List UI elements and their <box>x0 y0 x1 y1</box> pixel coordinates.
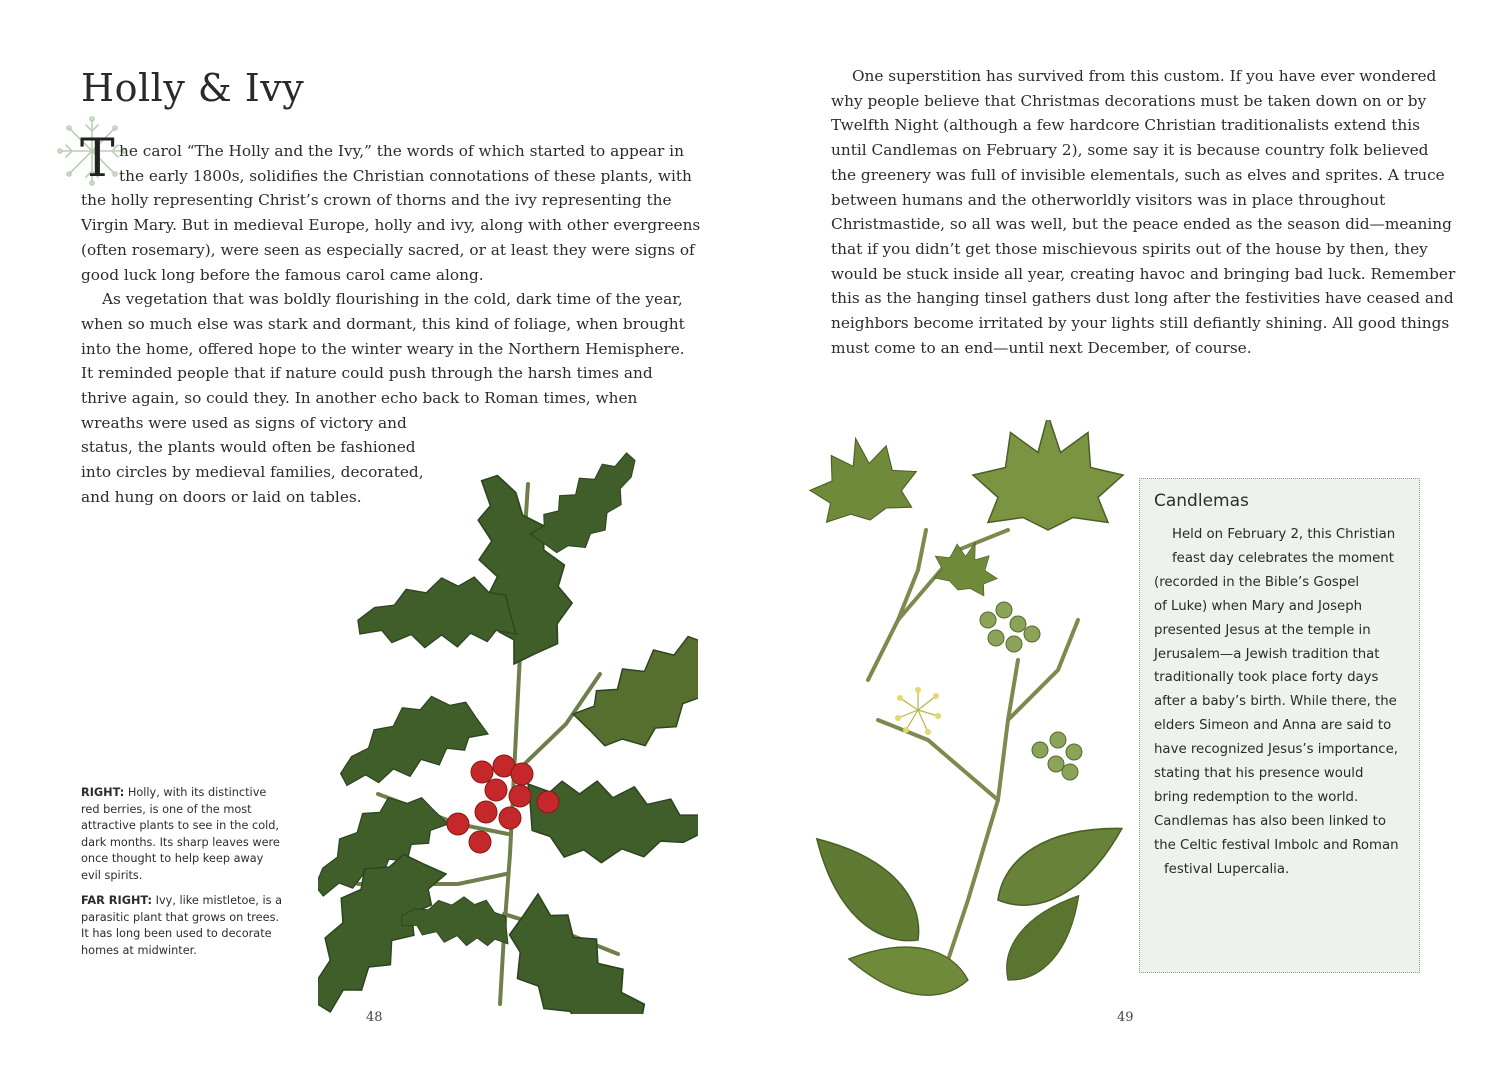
sidebar-line: festival Lupercalia. <box>1164 861 1290 877</box>
page-number-left: 48 <box>366 1010 383 1025</box>
text-line: why people believe that Christmas decorations must be taken down on or by <box>831 91 1427 110</box>
sidebar-text <box>1154 523 1399 882</box>
caption-text: dark months. Its sharp leaves were <box>81 835 280 849</box>
caption-text: attractive plants to see in the cold, <box>81 819 280 832</box>
text-line: that if you didn’t get those mischievous spirits out of the house by then, they <box>831 239 1428 258</box>
text-line: and hung on doors or laid on tables. <box>81 487 362 506</box>
text-line: between humans and the otherworldly visitors was in place throughout <box>831 190 1386 209</box>
text-line: neighbors become irritated by your lights still defiantly shining. All good things <box>831 314 1450 333</box>
text-line: Christmastide, so all was well, but the peace ended as the season did—meaning <box>831 215 1452 234</box>
holly-illustration <box>318 414 698 1014</box>
text-line: the early 1800s, solidifies the Christian connotations of these plants, with <box>119 166 692 185</box>
text-line: status, the plants would often be fashioned <box>81 438 416 457</box>
caption-ivy <box>81 893 296 959</box>
sidebar-line: Held on February 2, this Christian <box>1172 527 1396 542</box>
candlemas-sidebar <box>1139 478 1420 973</box>
text-line: into the home, offered hope to the winter weary in the Northern Hemisphere. <box>81 339 685 358</box>
text-line: the greenery was full of invisible elementals, such as elves and sprites. A truce <box>831 165 1445 184</box>
sidebar-line: (recorded in the Bible’s Gospel <box>1154 574 1360 590</box>
text-line: thrive again, so could they. In another echo back to Roman times, when <box>81 389 638 408</box>
caption-text: evil spirits. <box>81 868 143 882</box>
drop-cap: T <box>80 129 115 189</box>
text-line: he carol “The Holly and the Ivy,” the words of which started to appear in <box>119 142 684 160</box>
caption-text: parasitic plant that grows on trees. <box>81 910 280 924</box>
sidebar-line: have recognized Jesus’s importance, <box>1154 742 1399 758</box>
text-line: until Candlemas on February 2), some say it is because country folk believed <box>831 141 1429 160</box>
caption-text: It has long been used to decorate <box>81 927 272 940</box>
text-line: into circles by medieval families, decorated, <box>81 463 424 482</box>
sidebar-title: Candlemas <box>1154 491 1249 511</box>
sidebar-line: feast day celebrates the moment <box>1172 550 1394 566</box>
caption-text: red berries, is one of the most <box>81 802 252 816</box>
text-line: this as the hanging tinsel gathers dust long after the festivities have ceased and <box>831 289 1454 308</box>
caption-text: once thought to help keep away <box>81 852 264 865</box>
sidebar-line: of Luke) when Mary and Joseph <box>1154 598 1363 614</box>
sidebar-line: presented Jesus at the temple in <box>1154 622 1371 638</box>
text-line: It reminded people that if nature could push through the harsh times and <box>81 364 653 383</box>
text-line: the holly representing Christ’s crown of thorns and the ivy representing the <box>81 191 672 210</box>
page-number-right: 49 <box>1117 1010 1134 1025</box>
text-line: Virgin Mary. But in medieval Europe, holly and ivy, along with other evergreens <box>81 216 701 235</box>
text-line: when so much else was stark and dormant, this kind of foliage, when brought <box>81 314 685 333</box>
text-line: Twelfth Night (although a few hardcore Christian traditionalists extend this <box>831 116 1421 135</box>
sidebar-line: bring redemption to the world. <box>1154 789 1359 805</box>
text-line: (often rosemary), were seen as especially sacred, or at least they were signs of <box>81 240 695 259</box>
sidebar-line: stating that his presence would <box>1154 766 1364 782</box>
sidebar-line: Jerusalem—a Jewish tradition that <box>1154 646 1380 662</box>
caption-label: RIGHT: <box>81 786 125 799</box>
sidebar-line: elders Simeon and Anna are said to <box>1154 718 1392 734</box>
text-line: good luck long before the famous carol came along. <box>81 265 484 284</box>
caption-label: FAR RIGHT: <box>81 894 153 907</box>
caption-text: Holly, with its distinctive <box>127 786 267 799</box>
text-line: As vegetation that was boldly flourishing in the cold, dark time of the year, <box>102 290 683 309</box>
right-body-text <box>831 64 1455 360</box>
sidebar-line: traditionally took place forty days <box>1154 670 1379 686</box>
text-line: would be stuck inside all year, creating havoc and bringing bad luck. Remember <box>831 264 1456 283</box>
text-line: must come to an end—until next December, of course. <box>831 338 1252 357</box>
text-line: wreaths were used as signs of victory and <box>81 413 407 432</box>
text-line: One superstition has survived from this custom. If you have ever wondered <box>852 67 1437 85</box>
sidebar-line: the Celtic festival Imbolc and Roman <box>1154 837 1399 853</box>
ivy-illustration <box>808 420 1148 1010</box>
caption-holly <box>81 785 296 884</box>
sidebar-line: Candlemas has also been linked to <box>1154 813 1386 829</box>
chapter-title: Holly & Ivy <box>81 66 305 110</box>
caption-text: homes at midwinter. <box>81 943 197 957</box>
sidebar-line: after a baby’s birth. While there, the <box>1154 694 1397 710</box>
caption-text: Ivy, like mistletoe, is a <box>155 894 283 907</box>
